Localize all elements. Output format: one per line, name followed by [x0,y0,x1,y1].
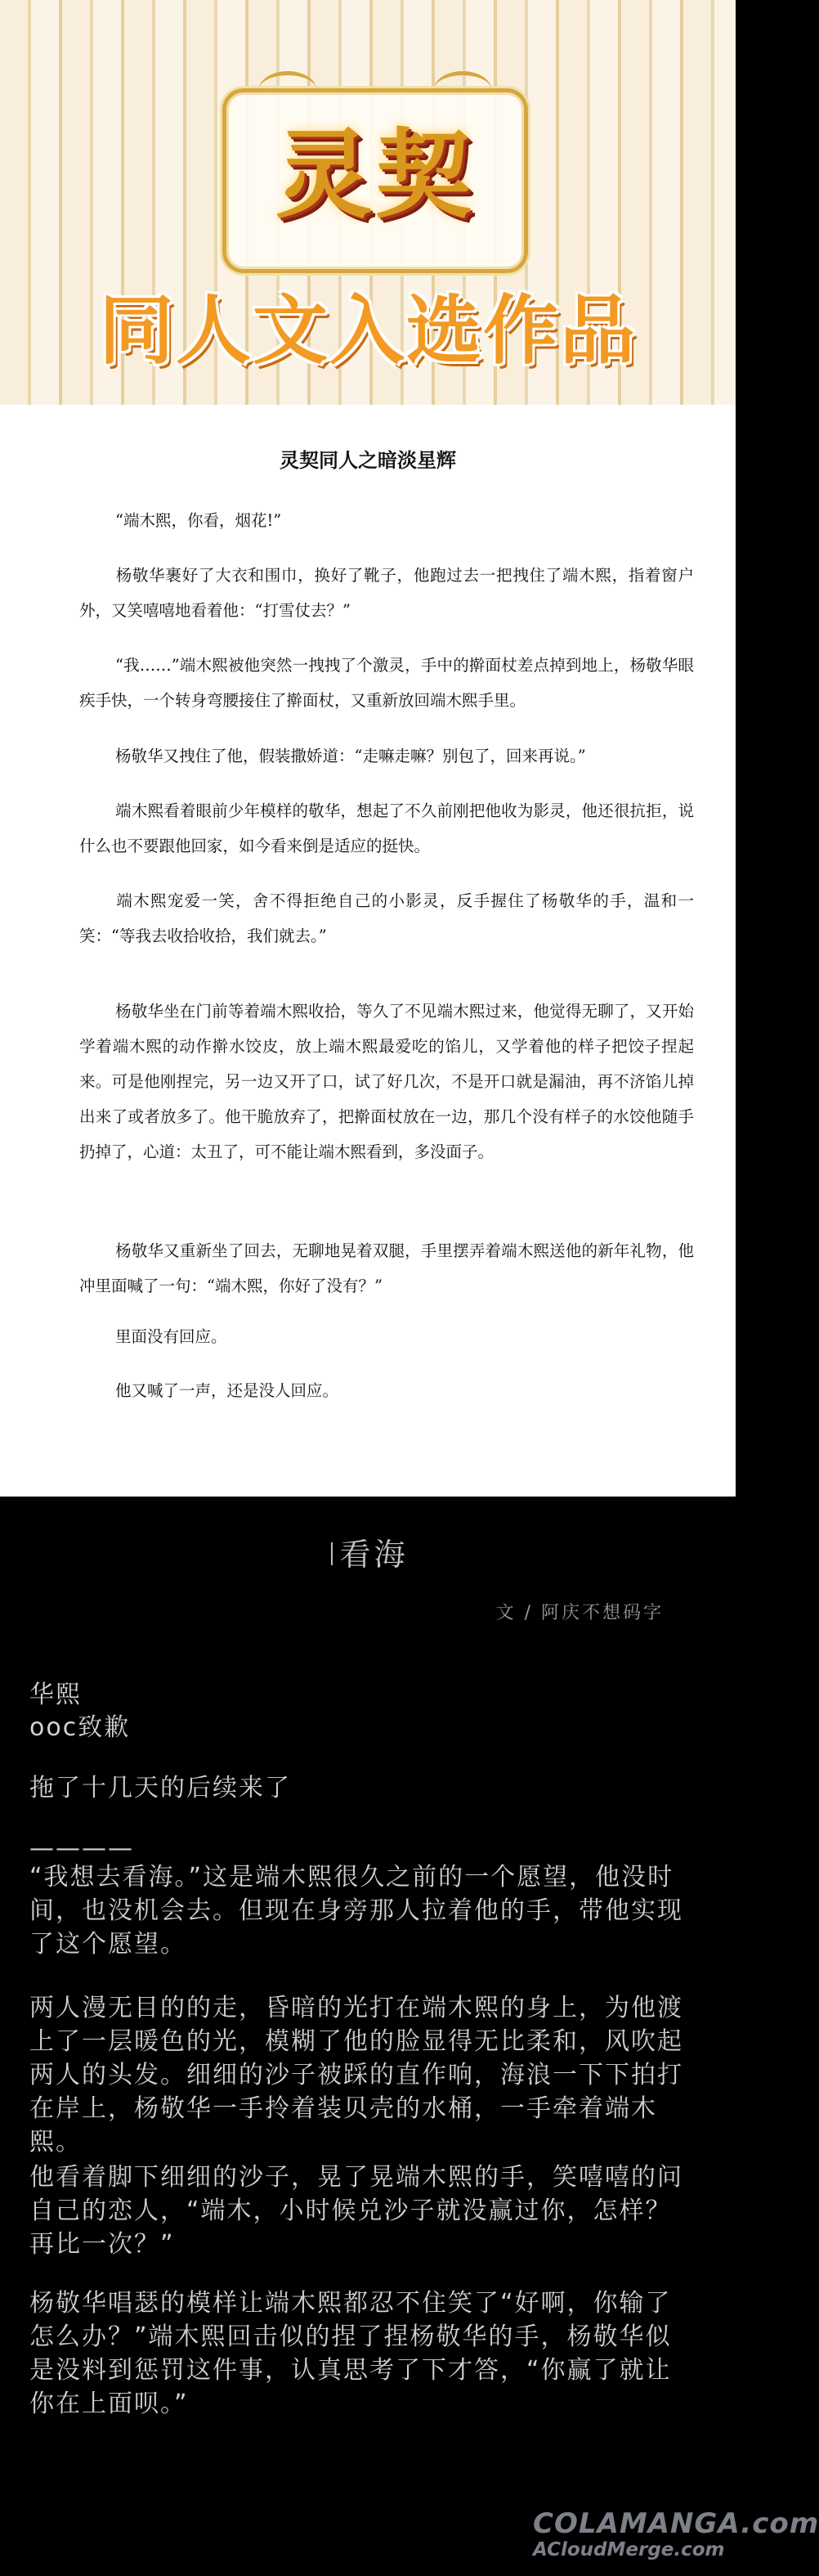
story-paragraph: “端木熙，你看，烟花!” [115,511,282,530]
watermark-top: COLAMANGA.com [533,2507,819,2540]
site-watermark [533,2507,819,2566]
story-paragraph: 里面没有回应。 [115,1327,227,1346]
story-section-2 [0,1497,819,2576]
story-paragraph: 他看着脚下细细的沙子，晃了晃端木熙的手，笑嘻嘻的问自己的恋人，“端木，小时候兑沙子就没赢过你，怎样？再比一次？” [29,2163,683,2259]
story-paragraph: “我想去看海。”这是端木熙很久之前的一个愿望，他没时间，也没机会去。但现在身旁那人拉着他的手，带他实现了这个愿望。 [29,1863,683,1959]
story-line: ———— [29,1834,134,1863]
logo-title: 灵契 [275,119,475,231]
story-section-1 [0,405,736,1497]
story-line: 拖了十几天的后续来了 [29,1774,291,1802]
story-paragraph: 杨敬华又重新坐了回去，无聊地晃着双腿，手里摆弄着端木熙送他的新年礼物，他冲里面喊了一句：“端木熙，你好了没有？” [79,1241,694,1295]
story-title: I看海 [327,1537,409,1573]
story-paragraph: 杨敬华唱瑟的模样让端木熙都忍不住笑了“好啊，你输了怎么办？”端木熙回击似的捏了捏杨敬华的手，杨敬华似是没料到惩罚这件事，认真思考了下才答，“你赢了就让你在上面呗。” [29,2289,672,2418]
story-line: ooc致歉 [29,1713,131,1742]
story-title: 灵契同人之暗淡星辉 [280,449,456,472]
header-banner [0,0,736,405]
story-paragraph: 端木熙看着眼前少年模样的敬华，想起了不久前刚把他收为影灵，他还很抗拒，说什么也不要跟他回家，如今看来倒是适应的挺快。 [79,801,694,855]
story-paragraph: 杨敬华又拽住了他，假装撒娇道：“走嘛走嘛？别包了，回来再说。” [115,747,586,765]
watermark-bottom: ACloudMerge.com [533,2539,725,2560]
story-line: 华熙 [29,1681,82,1709]
story-paragraph: 他又喊了一声，还是没人回应。 [115,1381,339,1400]
story-paragraph: 杨敬华坐在门前等着端木熙收拾，等久了不见端木熙过来，他觉得无聊了，又开始学着端木熙的动作擀水饺皮，放上端木熙最爱吃的馅儿，又学着他的样子把饺子捏起来。可是他刚捏完，另一边又开了口，试了好几次，不是开口就是漏油，再不济馅儿掉出来了或者放多了。他干脆放弃了，把擀面杖放在一边，那几个没有样子的水饺他随手扔掉了，心道：太丑了，可不能让端木熙看到，多没面子。 [79,1002,694,1161]
author-byline: 文 / 阿庆不想码字 [495,1603,664,1623]
story-paragraph: 杨敬华裹好了大衣和围巾，换好了靴子，他跑过去一把拽住了端木熙，指着窗户外，又笑嘻嘻地看着他：“打雪仗去？” [79,566,694,620]
story-paragraph: 两人漫无目的的走，昏暗的光打在端木熙的身上，为他渡上了一层暖色的光，模糊了他的脸显得无比柔和，风吹起两人的头发。细细的沙子被踩的直作响，海浪一下下拍打在岸上，杨敬华一手拎着装贝壳的水桶，一手牵着端木熙。 [29,1994,683,2156]
story-paragraph: 端木熙宠爱一笑，舍不得拒绝自己的小影灵，反手握住了杨敬华的手，温和一笑：“等我去收拾收拾，我们就去。” [79,891,694,945]
story-paragraph: “我……”端木熙被他突然一拽拽了个激灵，手中的擀面杖差点掉到地上，杨敬华眼疾手快，一个转身弯腰接住了擀面杖，又重新放回端木熙手里。 [79,656,694,710]
logo-frame [222,88,528,273]
banner-subtitle: 同人文入选作品 [98,287,637,375]
